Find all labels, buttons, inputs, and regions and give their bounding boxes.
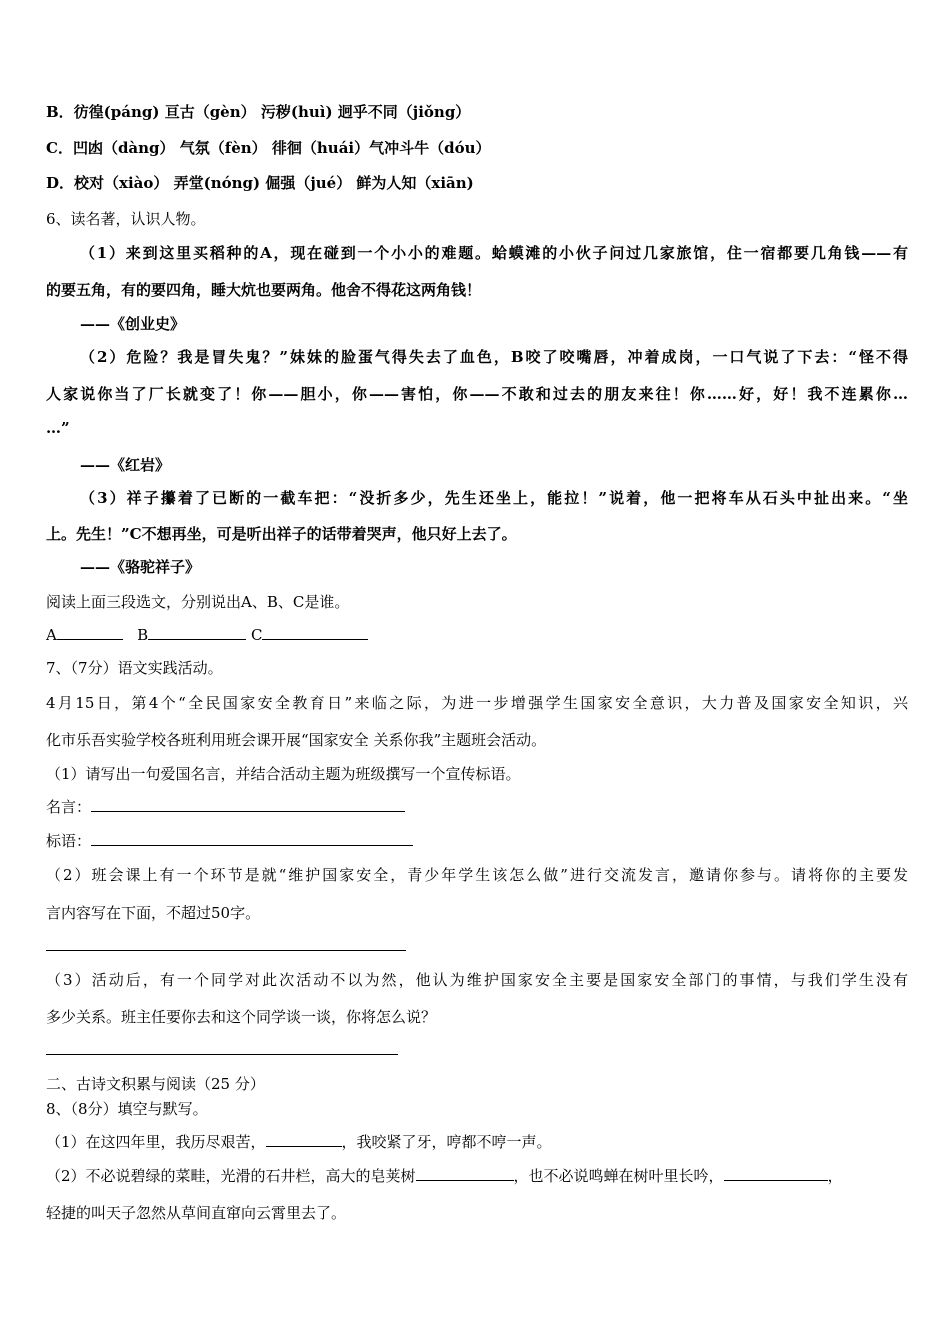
q8-sub2-text-b: ，也不必说鸣蝉在树叶里长吟， (513, 1167, 724, 1185)
q7-sub1: （1）请写出一句爱国名言，并结合活动主题为班级撰写一个宣传标语。 (46, 765, 521, 783)
q6-answer-blanks (46, 625, 908, 645)
q7-intro-line2: 化市乐吾实验学校各班利用班会课开展“国家安全 关系你我”主题班会活动。 (46, 731, 547, 749)
q7-motto-label: 名言： (46, 798, 92, 816)
q8-sub1-text-a: （1）在这四年里，我历尽艰苦， (46, 1133, 266, 1151)
q8-blank-3[interactable] (724, 1166, 828, 1181)
q8-sub1-text-b: ，我咬紧了牙，哼都不哼一声。 (341, 1133, 552, 1151)
q7-motto-blank[interactable] (91, 797, 405, 812)
q7-slogan-row (46, 831, 908, 851)
q7-sub2-line2: 言内容写在下面，不超过50字。 (46, 904, 261, 922)
q7-sub2-line1: （2）班会课上有一个环节是就“维护国家安全，青少年学生该怎么做”进行交流发言，邀请你参与。请将你的主要发 (46, 866, 908, 884)
q6-blank-c[interactable] (262, 625, 368, 640)
q6-passage3-line2: 上。先生！”C不想再坐，可是听出祥子的话带着哭声，他只好上去了。 (46, 525, 517, 543)
q5-option-d: D．校对（xiào） 弄堂(nóng) 倔强（jué） 鲜为人知（xiān) (46, 174, 474, 192)
q6-blank-b[interactable] (148, 625, 246, 640)
q6-source-3: ——《骆驼祥子》 (80, 558, 201, 576)
q6-label-a: A (46, 626, 57, 644)
q8-sub1 (46, 1132, 908, 1152)
q6-blank-a[interactable] (57, 625, 123, 640)
q6-passage1-line1: （1）来到这里买稻种的A，现在碰到一个小小的难题。蛤蟆滩的小伙子问过几家旅馆，住一宿都要几角钱——有 (80, 244, 908, 262)
q7-sub3-line2: 多少关系。班主任要你去和这个同学谈一谈，你将怎么说？ (46, 1008, 437, 1026)
q8-blank-2[interactable] (416, 1166, 514, 1181)
q6-passage2-line2: 人家说你当了厂长就变了！你——胆小，你——害怕，你——不敢和过去的朋友来往！你……好，好！我不连累你… (46, 385, 908, 403)
q8-sub2-line2: 轻捷的叫天子忽然从草间直窜向云霄里去了。 (46, 1204, 347, 1222)
q7-sub3-line1: （3）活动后，有一个同学对此次活动不以为然，他认为维护国家安全主要是国家安全部门的事情，与我们学生没有 (46, 971, 908, 989)
q6-passage2-line3: …” (46, 419, 70, 437)
q7-intro-line1: 4月15日，第4个“全民国家安全教育日”来临之际，为进一步增强学生国家安全意识，大力普及国家安全知识，兴 (46, 694, 908, 712)
q6-label-c: C (250, 626, 263, 644)
q6-title: 6、读名著，认识人物。 (46, 210, 206, 228)
q7-slogan-blank[interactable] (91, 831, 413, 846)
q5-option-b: B．彷徨(páng) 亘古（gèn） 污秽(huì) 迥乎不同（jiǒng） (46, 103, 471, 121)
q6-source-1: ——《创业史》 (80, 315, 186, 333)
q8-title: 8、（8分）填空与默写。 (46, 1100, 208, 1118)
q6-label-b: B (137, 626, 149, 644)
q8-blank-1[interactable] (266, 1132, 342, 1147)
q7-sub3-answer-line[interactable] (46, 1054, 398, 1055)
q7-motto-row (46, 797, 908, 817)
q7-title: 7、（7分）语文实践活动。 (46, 659, 223, 677)
q8-sub2-text-c: ， (827, 1167, 843, 1185)
q8-sub2-text-a: （2）不必说碧绿的菜畦，光滑的石井栏，高大的皂荚树 (46, 1167, 416, 1185)
q5-option-c: C．凹凼（dàng） 气氛（fèn） 徘徊（huái）气冲斗牛（dóu） (46, 139, 491, 157)
section2-title: 二、古诗文积累与阅读（25 分） (46, 1075, 265, 1093)
q6-passage3-line1: （3）祥子攥着了已断的一截车把：“没折多少，先生还坐上，能拉！”说着，他一把将车从石头中扯出来。“坐 (80, 489, 908, 507)
q6-passage2-line1: （2）危险？我是冒失鬼？”妹妹的脸蛋气得失去了血色，B咬了咬嘴唇，冲着成岗，一口气说了下去：“怪不得 (80, 348, 908, 366)
q6-passage1-line2: 的要五角，有的要四角，睡大炕也要两角。他舍不得花这两角钱！ (46, 281, 482, 299)
q6-prompt: 阅读上面三段选文，分别说出A、B、C是谁。 (46, 593, 350, 611)
q6-source-2: ——《红岩》 (80, 456, 171, 474)
q8-sub2 (46, 1166, 908, 1186)
q7-sub2-answer-line[interactable] (46, 950, 406, 951)
q7-slogan-label: 标语： (46, 832, 92, 850)
